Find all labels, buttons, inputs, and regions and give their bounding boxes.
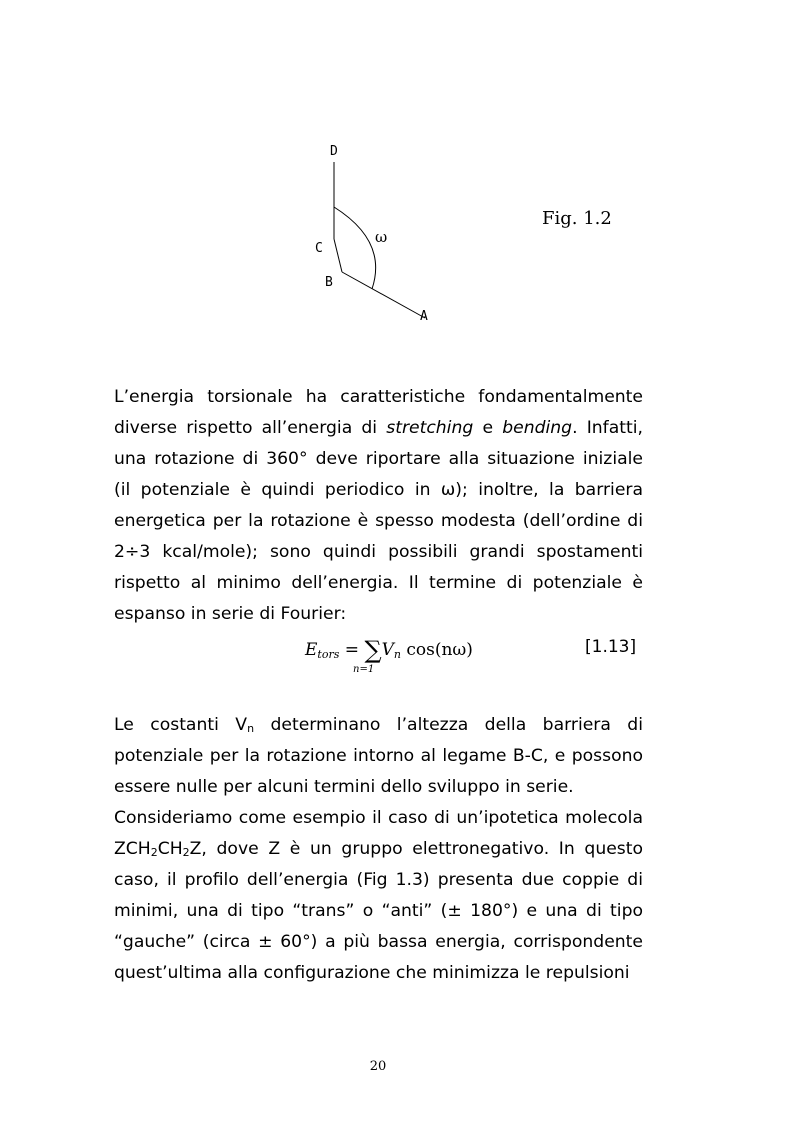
eq-equals: = (339, 640, 365, 660)
p2-text-1: Le costanti V (114, 715, 248, 735)
atom-label-d: D (330, 144, 338, 159)
atom-label-a: A (420, 309, 428, 324)
page-number: 20 (369, 1059, 387, 1074)
p1-bending: bending (502, 418, 573, 438)
paragraph-example-molecule (114, 803, 643, 989)
bond-a-b (342, 272, 425, 318)
eq-lhs-sub: tors (317, 648, 340, 661)
eq-lhs: E (305, 640, 318, 660)
atom-label-c: C (315, 241, 323, 256)
omega-label: ω (375, 228, 388, 246)
omega-arc (334, 207, 376, 289)
eq-sum-symbol: ∑ (364, 636, 382, 664)
p2-sub-n: n (247, 722, 255, 735)
paragraph-vn-constants (114, 710, 643, 803)
eq-rhs: cos(nω) (400, 640, 473, 660)
p3-text-3: Z, dove Z è un gruppo elettronegativo. In questo caso, il profilo dell’energia (Fig 1.3) presenta due coppie di minimi, una di tipo “trans” o “anti” (± 180°) e una di tipo “gauche” (circa ± 60°) a più bassa energia, corrispondente quest’ultima alla configurazione che minimizza le repulsioni (114, 839, 643, 983)
p2-text-2: determinano l’altezza della barriera di potenziale per la rotazione intorno al legame B-C, e possono essere nulle per alcuni termini dello sviluppo in serie. (114, 715, 643, 797)
p3-sub-2: 2 (182, 846, 190, 859)
eq-sum-limit: n=1 (353, 664, 375, 675)
equation-1-13 (300, 630, 660, 680)
paragraph-torsional-energy (114, 382, 643, 630)
p3-text-1: Consideriamo come esempio il caso di un’ipotetica molecola ZCH (114, 808, 643, 859)
p1-text-2: e (473, 418, 503, 438)
p1-text-1: L’energia torsionale ha caratteristiche fondamentalmente diverse rispetto all’energia di (114, 387, 643, 438)
eq-term: V (381, 640, 394, 660)
p3-text-2: CH (157, 839, 183, 859)
equation-body (305, 636, 473, 664)
bond-b-c (334, 239, 342, 272)
atom-label-b: B (325, 275, 333, 290)
equation-number: [1.13] (585, 637, 637, 657)
figure-caption: Fig. 1.2 (542, 208, 612, 229)
p1-stretching: stretching (386, 418, 474, 438)
eq-term-sub: n (393, 648, 401, 661)
p1-text-3: . Infatti, una rotazione di 360° deve riportare alla situazione iniziale (il potenziale è quindi periodico in ω); inoltre, la barriera energetica per la rotazione è spesso modesta (dell’ordine di 2÷3 kcal/mole); sono quindi possibili grandi spostamenti rispetto al minimo dell’energia. Il termine di potenziale è espanso in serie di Fourier: (114, 418, 643, 624)
p3-sub-1: 2 (150, 846, 158, 859)
torsion-figure (300, 135, 460, 335)
